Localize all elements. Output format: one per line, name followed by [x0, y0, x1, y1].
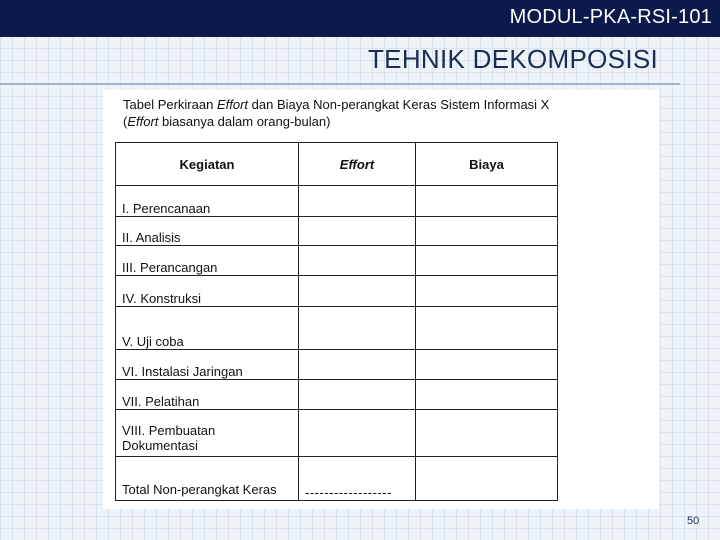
row-label: IV. Konstruksi [116, 276, 299, 307]
effort-cell [299, 217, 416, 246]
effort-cell [299, 307, 416, 350]
header-biaya: Biaya [416, 143, 558, 186]
table-row [116, 246, 558, 276]
effort-cell [299, 186, 416, 217]
table-row [116, 457, 558, 501]
row-label: VIII. Pembuatan Dokumentasi [116, 410, 299, 457]
header-kegiatan: Kegiatan [116, 143, 299, 186]
biaya-cell [416, 410, 558, 457]
module-code: MODUL-PKA-RSI-101 [509, 6, 712, 28]
row-label: II. Analisis [116, 217, 299, 246]
header-effort: Effort [299, 143, 416, 186]
table-row [116, 350, 558, 380]
caption-effort-word: Effort [127, 114, 159, 129]
table-row [116, 410, 558, 457]
row-label: Total Non-perangkat Keras [116, 457, 299, 501]
table-row [116, 217, 558, 246]
table-row [116, 307, 558, 350]
table-caption [123, 96, 658, 130]
biaya-cell [416, 350, 558, 380]
table-row [116, 186, 558, 217]
caption-text: ( [123, 114, 128, 129]
row-label: III. Perancangan [116, 246, 299, 276]
row-label: V. Uji coba [116, 307, 299, 350]
biaya-cell [416, 276, 558, 307]
caption-text: dan Biaya Non-perangkat Keras Sistem Informasi X [248, 97, 550, 112]
table-row [116, 276, 558, 307]
row-label: I. Perencanaan [116, 186, 299, 217]
caption-effort-word: Effort [216, 97, 249, 112]
table-row [116, 380, 558, 410]
effort-cell: ------------------ [299, 457, 416, 501]
slide-title: TEHNIK DEKOMPOSISI [368, 44, 659, 74]
caption-text: Tabel Perkiraan [123, 97, 217, 112]
biaya-cell [416, 307, 558, 350]
page-number: 50 [687, 515, 700, 527]
row-label: VII. Pelatihan [116, 380, 299, 410]
effort-cell [299, 276, 416, 307]
effort-cell [299, 380, 416, 410]
biaya-cell [416, 217, 558, 246]
title-divider [0, 83, 680, 85]
table-header-row [116, 143, 558, 186]
biaya-cell [416, 457, 558, 501]
effort-cell [299, 350, 416, 380]
table-image [103, 90, 659, 509]
effort-cell [299, 410, 416, 457]
row-label: VI. Instalasi Jaringan [116, 350, 299, 380]
top-bar [0, 0, 720, 37]
biaya-cell [416, 380, 558, 410]
biaya-cell [416, 186, 558, 217]
effort-cell [299, 246, 416, 276]
biaya-cell [416, 246, 558, 276]
estimate-table [115, 142, 558, 501]
caption-text: biasanya dalam orang-bulan) [158, 114, 331, 129]
